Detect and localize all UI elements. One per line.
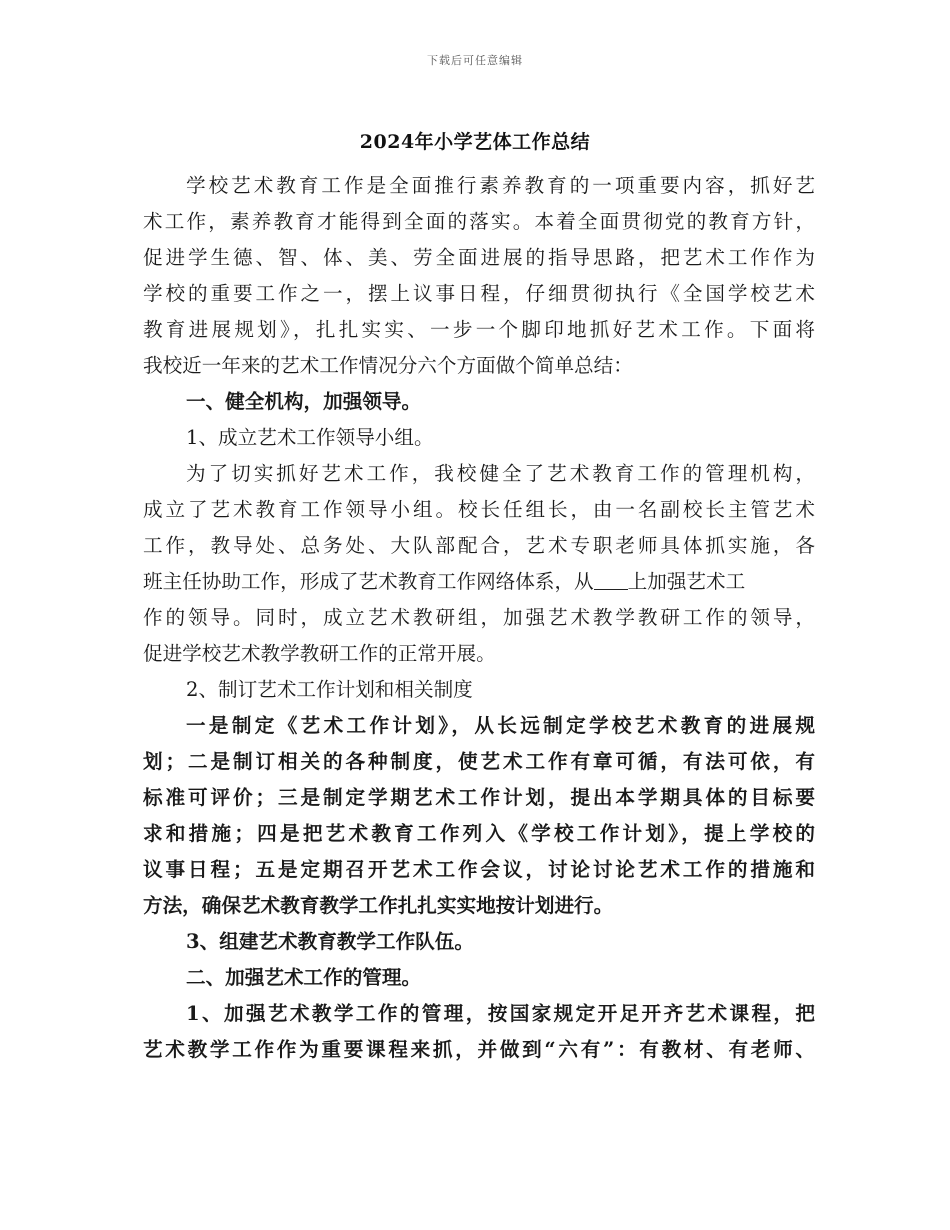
paragraph-line-with-blank — [143, 564, 815, 600]
paragraph-line: 为了切实抓好艺术工作，我校健全了艺术教育工作的管理机构， — [186, 462, 815, 485]
paragraph-line: 我校近一年来的艺术工作情况分六个方面做个简单总结： — [143, 354, 633, 377]
section-heading: 一、健全机构，加强领导。 — [186, 390, 422, 413]
paragraph-line: 议事日程；五是定期召开艺术工作会议，讨论讨论艺术工作的措施和 — [143, 858, 815, 881]
paragraph-line: 学校的重要工作之一，摆上议事日程，仔细贯彻执行《全国学校艺术 — [143, 282, 815, 305]
subsection-heading: 1、成立艺术工作领导小组。 — [186, 426, 434, 449]
document-title: 2024年小学艺体工作总结 — [359, 131, 591, 153]
page-header: 下载后可任意编辑 — [427, 54, 523, 67]
fill-in-blank — [594, 567, 628, 590]
subsection-heading: 3、组建艺术教育教学工作队伍。 — [186, 930, 474, 953]
paragraph-line: 一是制定《艺术工作计划》，从长远制定学校艺术教育的进展规 — [186, 714, 815, 737]
subsection-heading: 2、制订艺术工作计划和相关制度 — [186, 678, 473, 701]
line-text-after-blank: 上加强艺术工 — [627, 570, 746, 593]
paragraph-line: 标准可评价；三是制定学期艺术工作计划，提出本学期具体的目标要 — [143, 786, 815, 809]
paragraph-line: 艺术教学工作作为重要课程来抓，并做到“六有”：有教材、有老师、 — [143, 1038, 815, 1061]
paragraph-line: 促进学生德、智、体、美、劳全面进展的指导思路，把艺术工作作为 — [143, 246, 815, 269]
document-body — [143, 168, 815, 1068]
section-heading: 二、加强艺术工作的管理。 — [186, 966, 422, 989]
paragraph-line: 促进学校艺术教学教研工作的正常开展。 — [143, 642, 496, 665]
paragraph-line: 1、加强艺术教学工作的管理，按国家规定开足开齐艺术课程，把 — [186, 1002, 815, 1025]
paragraph-line: 术工作，素养教育才能得到全面的落实。本着全面贯彻党的教育方针， — [143, 210, 815, 233]
paragraph-line: 教育进展规划》，扎扎实实、一步一个脚印地抓好艺术工作。下面将 — [143, 318, 815, 341]
line-text-before-blank: 班主任协助工作，形成了艺术教育工作网络体系，从 — [143, 570, 594, 593]
paragraph-line: 作的领导。同时，成立艺术教研组，加强艺术教学教研工作的领导， — [143, 606, 815, 629]
paragraph-line: 成立了艺术教育工作领导小组。校长任组长，由一名副校长主管艺术 — [143, 498, 815, 521]
paragraph-line: 方法，确保艺术教育教学工作扎扎实实地按计划进行。 — [143, 894, 614, 917]
paragraph-line: 划；二是制订相关的各种制度，使艺术工作有章可循，有法可依，有 — [143, 750, 815, 773]
paragraph-line: 工作，教导处、总务处、大队部配合，艺术专职老师具体抓实施，各 — [143, 534, 815, 557]
paragraph-line: 求和措施；四是把艺术教育工作列入《学校工作计划》，提上学校的 — [143, 822, 815, 845]
paragraph-line: 学校艺术教育工作是全面推行素养教育的一项重要内容，抓好艺 — [186, 174, 815, 197]
